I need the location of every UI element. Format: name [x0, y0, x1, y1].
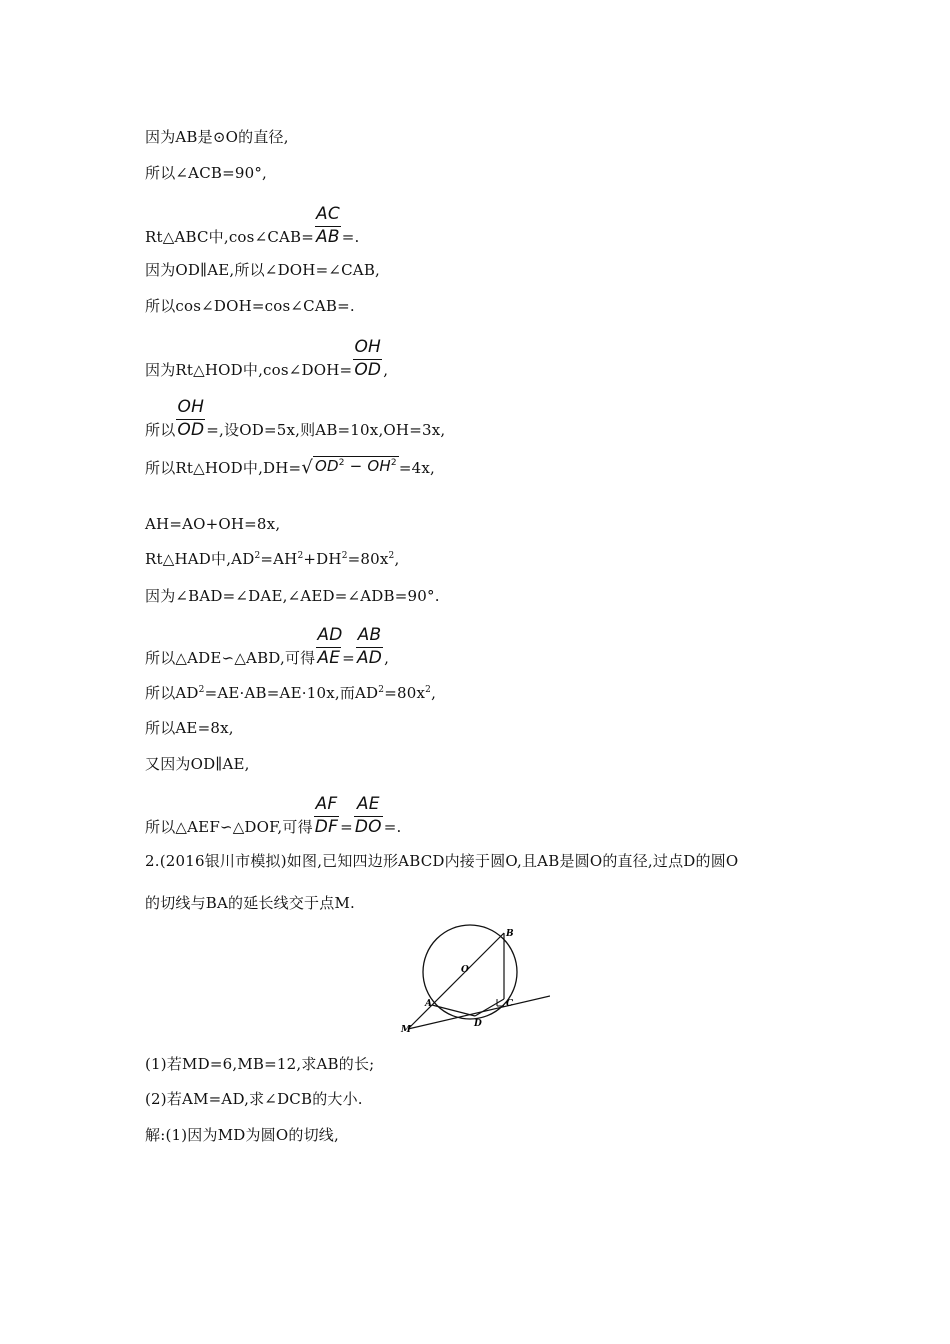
- numerator: AF: [314, 794, 339, 817]
- text-line: [145, 683, 436, 703]
- fraction: [354, 794, 383, 837]
- text-line: AH=AO+OH=8x,: [145, 515, 281, 533]
- text: =.: [383, 818, 402, 836]
- label-o: O: [461, 965, 469, 975]
- text-line: Rt△HAD中$,AD^2=AH^2+DH^2=80x^2$,: [145, 550, 400, 568]
- numerator: AC: [315, 204, 341, 227]
- radicand-term: − OH: [344, 457, 391, 475]
- text: 所以△ADE∽△ABD,可得: [145, 649, 316, 667]
- text: Rt△ABC中,cos∠CAB=: [145, 228, 315, 246]
- numerator: AB: [356, 625, 383, 648]
- geometry-figure: [398, 922, 550, 1034]
- text: =.: [341, 228, 360, 246]
- denominator: OD: [354, 360, 382, 380]
- label-c: C: [506, 999, 514, 1009]
- line-ad: [432, 1005, 475, 1016]
- fraction: [176, 397, 205, 440]
- circle-diagram: [398, 922, 550, 1034]
- text: =: [342, 649, 355, 667]
- text-line: [145, 337, 389, 380]
- numerator: OH: [353, 337, 382, 360]
- fraction: [316, 625, 343, 668]
- exponent: 2: [297, 551, 304, 561]
- text: =AH: [260, 550, 298, 568]
- radicand: [313, 456, 399, 475]
- denominator: OD: [177, 420, 205, 440]
- label-a: A: [425, 999, 432, 1009]
- text-line: 因为OD∥AE,所以∠DOH=∠CAB,: [145, 261, 381, 279]
- text: ,: [383, 361, 389, 379]
- text: =: [340, 818, 353, 836]
- question-1: (1)若MD=6,MB=12,求AB的长;: [145, 1055, 375, 1073]
- text: =80x: [384, 684, 426, 702]
- text-line: 所以AE=8x,: [145, 719, 234, 737]
- exponent: 2: [254, 551, 261, 561]
- label-m: M: [401, 1025, 411, 1034]
- exponent: 2: [425, 685, 432, 695]
- text: Rt△HAD中,AD: [145, 550, 255, 568]
- text: 所以△AEF∽△DOF,可得: [145, 818, 313, 836]
- problem-statement: 2.(2016银川市模拟)如图,已知四边形ABCD内接于圆O,且AB是圆O的直径,过点D的圆O: [145, 852, 739, 870]
- text: 所以AD: [145, 684, 199, 702]
- numerator: AD: [316, 625, 341, 648]
- exponent: 2: [378, 685, 385, 695]
- label-b: B: [506, 929, 514, 939]
- square-root: [301, 458, 399, 478]
- denominator: DF: [314, 817, 339, 837]
- text-line: [145, 458, 435, 478]
- text-line: [145, 625, 390, 668]
- text: =80x: [347, 550, 389, 568]
- text-line: 因为AB是⊙O的直径,: [145, 128, 289, 146]
- fraction: [356, 625, 383, 668]
- text-line: [145, 397, 446, 440]
- circle-o: [423, 925, 517, 1019]
- text-line: 因为∠BAD=∠DAE,∠AED=∠ADB=90°.: [145, 587, 440, 605]
- text: =AE·AB=AE·10x,而AD: [204, 684, 379, 702]
- exponent: 2: [341, 551, 348, 561]
- radicand-term: OD: [314, 457, 339, 475]
- fraction: [314, 794, 339, 837]
- text: 所以: [145, 421, 176, 439]
- denominator: AB: [316, 227, 340, 247]
- radical-sign: √: [301, 457, 313, 478]
- text: ,: [431, 684, 437, 702]
- text-line: 所以cos∠DOH=cos∠CAB=.: [145, 297, 355, 315]
- text: +DH: [303, 550, 342, 568]
- question-2: (2)若AM=AD,求∠DCB的大小.: [145, 1090, 363, 1108]
- solution-start: 解:(1)因为MD为圆O的切线,: [145, 1126, 339, 1144]
- denominator: AD: [356, 648, 383, 668]
- denominator: AE: [317, 648, 341, 668]
- denominator: DO: [354, 817, 382, 837]
- text-line: [145, 794, 402, 837]
- exponent: 2: [390, 458, 397, 468]
- text: 因为Rt△HOD中,cos∠DOH=: [145, 361, 353, 379]
- text-line: 又因为OD∥AE,: [145, 755, 250, 773]
- label-d: D: [474, 1019, 482, 1029]
- numerator: AE: [354, 794, 383, 817]
- fraction: [315, 204, 341, 247]
- text: =4x,: [398, 459, 435, 477]
- numerator: OH: [176, 397, 205, 420]
- text: 所以Rt△HOD中,DH=: [145, 459, 302, 477]
- exponent: 2: [338, 458, 345, 468]
- exponent: 2: [388, 551, 395, 561]
- fraction: [353, 337, 382, 380]
- text-line: [145, 204, 360, 247]
- text: =,设OD=5x,则AB=10x,OH=3x,: [206, 421, 446, 439]
- problem-statement: 的切线与BA的延长线交于点M.: [145, 894, 355, 912]
- exponent: 2: [198, 685, 205, 695]
- text: ,: [384, 649, 390, 667]
- text-line: 所以∠ACB=90°,: [145, 164, 268, 182]
